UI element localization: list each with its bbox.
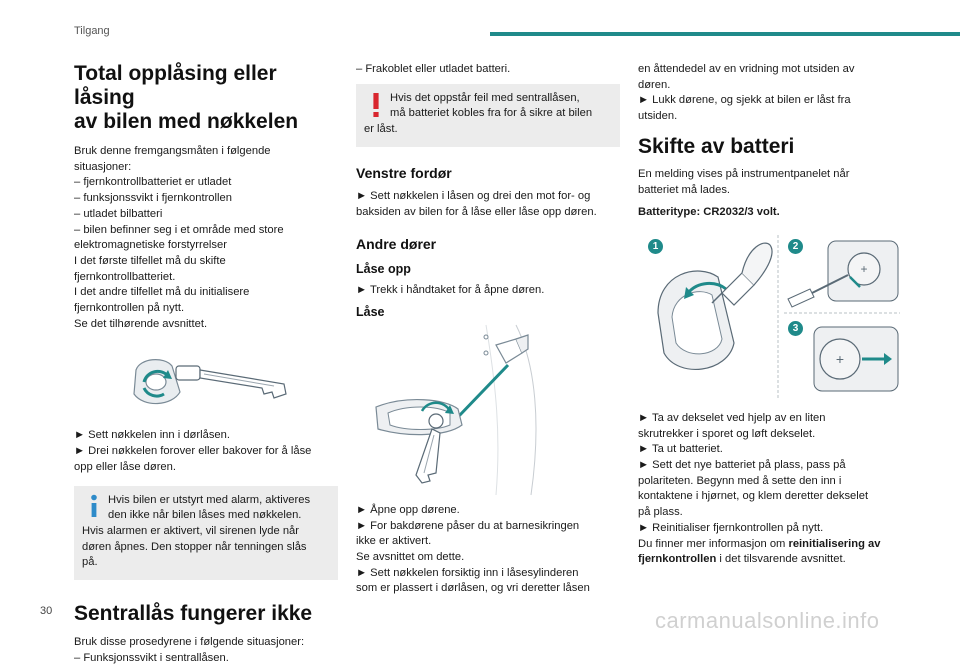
text-line: Bruk disse prosedyrene i følgende situasjoner: [74,636,305,649]
battery-replacement-illustration [638,233,902,401]
text-line: som er plassert i dørlåsen, og vri deretter låsen [356,582,590,595]
column-3 [638,62,902,568]
info-note [74,486,338,581]
heading-other-doors: Andre dører [356,236,437,253]
text-line: ► Ta av dekselet ved hjelp av en liten [638,411,826,424]
text-line: ► Reinitialiser fjernkontrollen på nytt. [638,521,824,534]
text-line: ► For bakdørene påser du at barnesikringen [356,519,580,532]
text-line: opp eller låse døren. [74,460,176,473]
heading-central-lock-fails: Sentrallås fungerer ikke [74,602,313,626]
text-line [638,537,902,553]
text-line: Se avsnittet om dette. [356,551,465,564]
text-line: polariteten. Begynn med å sette den inn i [638,474,842,487]
note-line: må batteriet kobles fra for å sikre at bilen [390,107,593,120]
text-line: – fjernkontrollbatteriet er utladet [74,176,232,189]
heading-unlock: Låse opp [356,262,411,277]
text-line: Se det tilhørende avsnittet. [74,317,208,330]
text-line: skrutrekker i sporet og løft dekselet. [638,427,816,440]
text-line: I det første tilfellet må du skifte [74,254,226,267]
svg-text:+: + [835,350,845,367]
text-line: I det andre tilfellet må du initialisere [74,286,250,299]
heading-battery-replacement: Skifte av batteri [638,134,795,158]
heading-total-lock-line2: av bilen med nøkkelen [74,110,299,133]
heading-left-front-door: Venstre fordør [356,164,452,181]
text-line: – Funksjonssvikt i sentrallåsen. [74,651,229,664]
step-badge-1: 1 [648,239,663,254]
text-line: fjernkontrollen på nytt. [74,302,185,315]
key-steps [74,428,338,475]
text-line: – Frakoblet eller utladet batteri. [356,63,511,75]
text-line: – funksjonssvikt i fjernkontrollen [74,192,232,205]
key-in-lock-illustration [124,352,294,414]
text-line: ikke er aktivert. [356,535,432,548]
text-line: ► Trekk i håndtaket for å åpne døren. [356,284,545,297]
text-line: ► Lukk dørene, og sjekk at bilen er låst fra [638,94,851,107]
text-line: En melding vises på instrumentpanelet når [638,167,850,180]
step-badge-2: 2 [788,239,803,254]
warning-icon [370,92,382,118]
note-line: på. [82,556,98,569]
text-line: Bruk denne fremgangsmåten i følgende [74,145,271,157]
svg-text:+: + [860,261,868,276]
step-badge-3: 3 [788,321,803,336]
info-icon [88,494,100,520]
note-line: Hvis alarmen er aktivert, vil sirenen lyde når [82,524,299,537]
text-line: ► Sett nøkkelen forsiktig inn i låsesylinderen [356,566,579,579]
door-lock-illustration [366,325,566,495]
intro-text [74,144,338,332]
text-line: utsiden. [638,110,678,123]
text-line: baksiden av bilen for å låse eller låse opp døren. [356,205,597,218]
section-label: Tilgang [74,25,110,37]
note-line: døren åpnes. Den stopper når tenningen slås [82,540,307,553]
warning-note [356,84,620,147]
text-line: ► Ta ut batteriet. [638,443,723,456]
page-number: 30 [40,605,53,617]
text-line: batteriet må lades. [638,183,731,196]
text-line: kontaktene i hjørnet, og klem deretter dekselet [638,490,869,503]
column-2 [356,62,620,597]
reference-reinit: reinitialisering av [788,537,881,550]
text-line: elektromagnetiske forstyrrelser [74,239,227,252]
text-line: – bilen befinner seg i et område med store [74,223,284,236]
text-line [638,552,902,568]
watermark: carmanualsonline.info [655,608,880,633]
step-insert-key: ► Sett nøkkelen inn i dørlåsen. [74,429,230,442]
text-line: ► Sett nøkkelen i låsen og drei den mot for- og [356,189,591,202]
battery-type: Batteritype: CR2032/3 volt. [638,206,780,219]
column-1 [74,62,338,666]
text-line: en åttendedel av en vridning mot utsiden av [638,63,855,75]
heading-total-lock-line1: Total opplåsing eller låsing [74,62,277,109]
text-line: fjernkontrollbatteriet. [74,270,176,283]
text-line: ► Åpne opp dørene. [356,503,460,516]
text-line: situasjoner: [74,160,132,173]
text-line: ► Sett det nye batteriet på plass, pass på [638,459,846,472]
note-line: Hvis bilen er utstyrt med alarm, aktiveres [108,493,311,506]
header-accent-bar [490,32,960,36]
step-turn-key: ► Drei nøkkelen forover eller bakover for å låse [74,445,312,458]
note-line: den ikke når bilen låses med nøkkelen. [108,509,302,522]
text-line: på plass. [638,506,683,519]
reference-remote: fjernkontrollen [638,553,717,566]
heading-lock: Låse [356,304,385,319]
text-line: – utladet bilbatteri [74,207,163,220]
text-fragment: Du finner mer informasjon om [638,537,789,550]
text-fragment: i det tilsvarende avsnittet. [716,553,846,566]
note-line: er låst. [364,123,398,136]
note-line: Hvis det oppstår feil med sentrallåsen, [390,91,580,104]
text-line: døren. [638,78,671,91]
